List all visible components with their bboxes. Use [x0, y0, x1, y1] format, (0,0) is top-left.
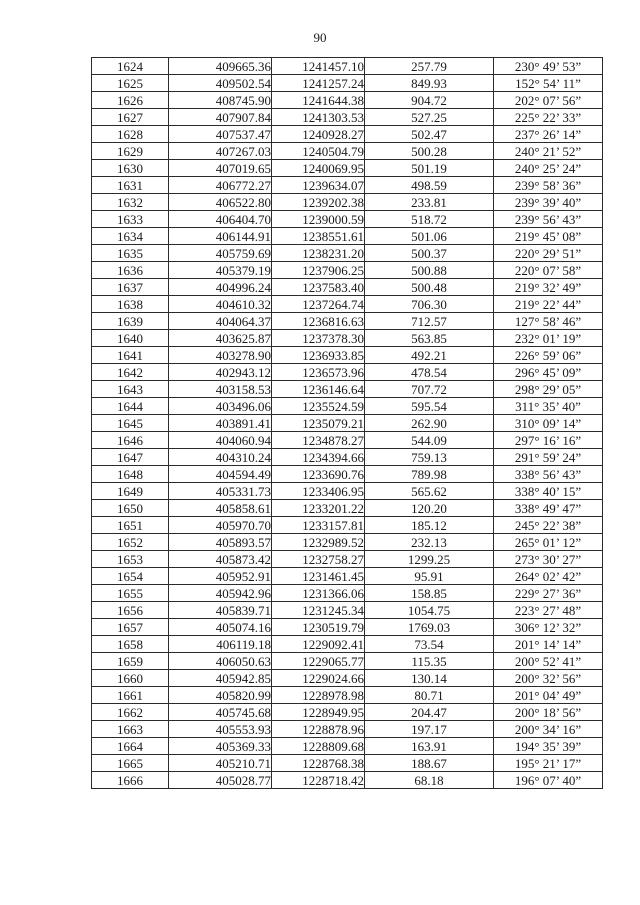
y-coordinate-cell: 1238551.61: [272, 228, 365, 245]
x-coordinate-cell: 406772.27: [169, 177, 272, 194]
bearing-cell: 202° 07’ 56”: [494, 92, 603, 109]
point-number-cell: 1664: [92, 738, 169, 755]
table-row: [92, 738, 603, 755]
bearing-cell: 240° 21’ 52”: [494, 143, 603, 160]
bearing-cell: 310° 09’ 14”: [494, 415, 603, 432]
bearing-cell: 273° 30’ 27”: [494, 551, 603, 568]
y-coordinate-cell: 1231366.06: [272, 585, 365, 602]
point-number-cell: 1660: [92, 670, 169, 687]
bearing-cell: 223° 27’ 48”: [494, 602, 603, 619]
x-coordinate-cell: 405553.93: [169, 721, 272, 738]
table-row: [92, 483, 603, 500]
point-number-cell: 1630: [92, 160, 169, 177]
y-coordinate-cell: 1231461.45: [272, 568, 365, 585]
x-coordinate-cell: 405759.69: [169, 245, 272, 262]
x-coordinate-cell: 405369.33: [169, 738, 272, 755]
distance-cell: 502.47: [365, 126, 494, 143]
bearing-cell: 229° 27’ 36”: [494, 585, 603, 602]
table-row: [92, 109, 603, 126]
table-row: [92, 347, 603, 364]
table-row: [92, 704, 603, 721]
y-coordinate-cell: 1231245.34: [272, 602, 365, 619]
bearing-cell: 296° 45’ 09”: [494, 364, 603, 381]
y-coordinate-cell: 1239202.38: [272, 194, 365, 211]
x-coordinate-cell: 404594.49: [169, 466, 272, 483]
distance-cell: 500.37: [365, 245, 494, 262]
table-row: [92, 364, 603, 381]
point-number-cell: 1651: [92, 517, 169, 534]
x-coordinate-cell: 403496.06: [169, 398, 272, 415]
distance-cell: 130.14: [365, 670, 494, 687]
table-row: [92, 279, 603, 296]
bearing-cell: 297° 16’ 16”: [494, 432, 603, 449]
x-coordinate-cell: 405074.16: [169, 619, 272, 636]
x-coordinate-cell: 405820.99: [169, 687, 272, 704]
y-coordinate-cell: 1236146.64: [272, 381, 365, 398]
table-row: [92, 211, 603, 228]
point-number-cell: 1661: [92, 687, 169, 704]
point-number-cell: 1632: [92, 194, 169, 211]
y-coordinate-cell: 1237378.30: [272, 330, 365, 347]
table-row: [92, 500, 603, 517]
y-coordinate-cell: 1228768.38: [272, 755, 365, 772]
table-row: [92, 245, 603, 262]
x-coordinate-cell: 405952.91: [169, 568, 272, 585]
distance-cell: 501.19: [365, 160, 494, 177]
y-coordinate-cell: 1228718.42: [272, 772, 365, 789]
x-coordinate-cell: 404064.37: [169, 313, 272, 330]
table-row: [92, 517, 603, 534]
x-coordinate-cell: 409665.36: [169, 58, 272, 75]
distance-cell: 233.81: [365, 194, 494, 211]
point-number-cell: 1640: [92, 330, 169, 347]
table-row: [92, 432, 603, 449]
point-number-cell: 1641: [92, 347, 169, 364]
x-coordinate-cell: 408745.90: [169, 92, 272, 109]
bearing-cell: 338° 40’ 15”: [494, 483, 603, 500]
distance-cell: 197.17: [365, 721, 494, 738]
table-row: [92, 381, 603, 398]
point-number-cell: 1659: [92, 653, 169, 670]
x-coordinate-cell: 409502.54: [169, 75, 272, 92]
bearing-cell: 225° 22’ 33”: [494, 109, 603, 126]
point-number-cell: 1631: [92, 177, 169, 194]
point-number-cell: 1634: [92, 228, 169, 245]
y-coordinate-cell: 1228978.98: [272, 687, 365, 704]
point-number-cell: 1657: [92, 619, 169, 636]
point-number-cell: 1655: [92, 585, 169, 602]
y-coordinate-cell: 1236933.85: [272, 347, 365, 364]
distance-cell: 849.93: [365, 75, 494, 92]
y-coordinate-cell: 1240504.79: [272, 143, 365, 160]
bearing-cell: 196° 07’ 40”: [494, 772, 603, 789]
table-row: [92, 585, 603, 602]
x-coordinate-cell: 403891.41: [169, 415, 272, 432]
distance-cell: 595.54: [365, 398, 494, 415]
x-coordinate-cell: 407019.65: [169, 160, 272, 177]
table-row: [92, 313, 603, 330]
bearing-cell: 338° 49’ 47”: [494, 500, 603, 517]
bearing-cell: 200° 34’ 16”: [494, 721, 603, 738]
x-coordinate-cell: 404996.24: [169, 279, 272, 296]
y-coordinate-cell: 1239634.07: [272, 177, 365, 194]
x-coordinate-cell: 407267.03: [169, 143, 272, 160]
y-coordinate-cell: 1234394.66: [272, 449, 365, 466]
y-coordinate-cell: 1233690.76: [272, 466, 365, 483]
distance-cell: 158.85: [365, 585, 494, 602]
table-row: [92, 602, 603, 619]
bearing-cell: 127° 58’ 46”: [494, 313, 603, 330]
table-row: [92, 670, 603, 687]
table-row: [92, 143, 603, 160]
y-coordinate-cell: 1238231.20: [272, 245, 365, 262]
table-row: [92, 551, 603, 568]
y-coordinate-cell: 1237906.25: [272, 262, 365, 279]
distance-cell: 501.06: [365, 228, 494, 245]
point-number-cell: 1637: [92, 279, 169, 296]
y-coordinate-cell: 1239000.59: [272, 211, 365, 228]
point-number-cell: 1646: [92, 432, 169, 449]
distance-cell: 544.09: [365, 432, 494, 449]
distance-cell: 188.67: [365, 755, 494, 772]
table-row: [92, 449, 603, 466]
point-number-cell: 1643: [92, 381, 169, 398]
table-row: [92, 755, 603, 772]
distance-cell: 492.21: [365, 347, 494, 364]
y-coordinate-cell: 1232989.52: [272, 534, 365, 551]
distance-cell: 73.54: [365, 636, 494, 653]
y-coordinate-cell: 1228949.95: [272, 704, 365, 721]
distance-cell: 706.30: [365, 296, 494, 313]
distance-cell: 498.59: [365, 177, 494, 194]
bearing-cell: 298° 29’ 05”: [494, 381, 603, 398]
distance-cell: 789.98: [365, 466, 494, 483]
distance-cell: 257.79: [365, 58, 494, 75]
x-coordinate-cell: 406404.70: [169, 211, 272, 228]
x-coordinate-cell: 405942.96: [169, 585, 272, 602]
x-coordinate-cell: 405331.73: [169, 483, 272, 500]
y-coordinate-cell: 1229092.41: [272, 636, 365, 653]
point-number-cell: 1645: [92, 415, 169, 432]
distance-cell: 1769.03: [365, 619, 494, 636]
distance-cell: 904.72: [365, 92, 494, 109]
bearing-cell: 201° 14’ 14”: [494, 636, 603, 653]
point-number-cell: 1642: [92, 364, 169, 381]
distance-cell: 262.90: [365, 415, 494, 432]
point-number-cell: 1636: [92, 262, 169, 279]
table-row: [92, 177, 603, 194]
table-row: [92, 415, 603, 432]
bearing-cell: 220° 29’ 51”: [494, 245, 603, 262]
y-coordinate-cell: 1236573.96: [272, 364, 365, 381]
point-number-cell: 1663: [92, 721, 169, 738]
y-coordinate-cell: 1229024.66: [272, 670, 365, 687]
distance-cell: 1299.25: [365, 551, 494, 568]
y-coordinate-cell: 1237583.40: [272, 279, 365, 296]
y-coordinate-cell: 1240069.95: [272, 160, 365, 177]
x-coordinate-cell: 404060.94: [169, 432, 272, 449]
table-row: [92, 58, 603, 75]
y-coordinate-cell: 1234878.27: [272, 432, 365, 449]
bearing-cell: 291° 59’ 24”: [494, 449, 603, 466]
table-row: [92, 160, 603, 177]
y-coordinate-cell: 1230519.79: [272, 619, 365, 636]
table-row: [92, 466, 603, 483]
x-coordinate-cell: 406522.80: [169, 194, 272, 211]
distance-cell: 500.48: [365, 279, 494, 296]
bearing-cell: 219° 22’ 44”: [494, 296, 603, 313]
distance-cell: 707.72: [365, 381, 494, 398]
bearing-cell: 311° 35’ 40”: [494, 398, 603, 415]
y-coordinate-cell: 1229065.77: [272, 653, 365, 670]
x-coordinate-cell: 405858.61: [169, 500, 272, 517]
y-coordinate-cell: 1232758.27: [272, 551, 365, 568]
point-number-cell: 1653: [92, 551, 169, 568]
point-number-cell: 1654: [92, 568, 169, 585]
x-coordinate-cell: 405970.70: [169, 517, 272, 534]
table-row: [92, 330, 603, 347]
table-row: [92, 296, 603, 313]
y-coordinate-cell: 1241257.24: [272, 75, 365, 92]
table-row: [92, 721, 603, 738]
x-coordinate-cell: 405745.68: [169, 704, 272, 721]
point-number-cell: 1627: [92, 109, 169, 126]
table-row: [92, 772, 603, 789]
point-number-cell: 1666: [92, 772, 169, 789]
x-coordinate-cell: 403278.90: [169, 347, 272, 364]
x-coordinate-cell: 404310.24: [169, 449, 272, 466]
distance-cell: 163.91: [365, 738, 494, 755]
y-coordinate-cell: 1241644.38: [272, 92, 365, 109]
x-coordinate-cell: 403158.53: [169, 381, 272, 398]
point-number-cell: 1652: [92, 534, 169, 551]
x-coordinate-cell: 405942.85: [169, 670, 272, 687]
table-row: [92, 92, 603, 109]
y-coordinate-cell: 1236816.63: [272, 313, 365, 330]
table-row: [92, 636, 603, 653]
point-number-cell: 1639: [92, 313, 169, 330]
x-coordinate-cell: 405379.19: [169, 262, 272, 279]
bearing-cell: 219° 32’ 49”: [494, 279, 603, 296]
x-coordinate-cell: 405028.77: [169, 772, 272, 789]
distance-cell: 712.57: [365, 313, 494, 330]
x-coordinate-cell: 403625.87: [169, 330, 272, 347]
distance-cell: 95.91: [365, 568, 494, 585]
point-number-cell: 1635: [92, 245, 169, 262]
bearing-cell: 306° 12’ 32”: [494, 619, 603, 636]
table-row: [92, 534, 603, 551]
x-coordinate-cell: 405893.57: [169, 534, 272, 551]
distance-cell: 527.25: [365, 109, 494, 126]
x-coordinate-cell: 402943.12: [169, 364, 272, 381]
y-coordinate-cell: 1237264.74: [272, 296, 365, 313]
x-coordinate-cell: 406050.63: [169, 653, 272, 670]
y-coordinate-cell: 1240928.27: [272, 126, 365, 143]
point-number-cell: 1625: [92, 75, 169, 92]
y-coordinate-cell: 1241303.53: [272, 109, 365, 126]
coordinate-table-body: [92, 58, 603, 789]
distance-cell: 565.62: [365, 483, 494, 500]
y-coordinate-cell: 1228809.68: [272, 738, 365, 755]
table-row: [92, 194, 603, 211]
page-number: 90: [313, 30, 327, 45]
bearing-cell: 219° 45’ 08”: [494, 228, 603, 245]
distance-cell: 204.47: [365, 704, 494, 721]
distance-cell: 478.54: [365, 364, 494, 381]
bearing-cell: 239° 39’ 40”: [494, 194, 603, 211]
bearing-cell: 232° 01’ 19”: [494, 330, 603, 347]
point-number-cell: 1626: [92, 92, 169, 109]
distance-cell: 185.12: [365, 517, 494, 534]
point-number-cell: 1648: [92, 466, 169, 483]
bearing-cell: 200° 52’ 41”: [494, 653, 603, 670]
distance-cell: 1054.75: [365, 602, 494, 619]
table-row: [92, 228, 603, 245]
x-coordinate-cell: 406144.91: [169, 228, 272, 245]
x-coordinate-cell: 405210.71: [169, 755, 272, 772]
point-number-cell: 1628: [92, 126, 169, 143]
coordinate-table-container: [91, 57, 603, 789]
table-row: [92, 687, 603, 704]
point-number-cell: 1650: [92, 500, 169, 517]
bearing-cell: 200° 18’ 56”: [494, 704, 603, 721]
point-number-cell: 1647: [92, 449, 169, 466]
bearing-cell: 201° 04’ 49”: [494, 687, 603, 704]
bearing-cell: 194° 35’ 39”: [494, 738, 603, 755]
point-number-cell: 1629: [92, 143, 169, 160]
x-coordinate-cell: 405839.71: [169, 602, 272, 619]
x-coordinate-cell: 407907.84: [169, 109, 272, 126]
bearing-cell: 195° 21’ 17”: [494, 755, 603, 772]
point-number-cell: 1656: [92, 602, 169, 619]
bearing-cell: 265° 01’ 12”: [494, 534, 603, 551]
table-row: [92, 568, 603, 585]
point-number-cell: 1665: [92, 755, 169, 772]
table-row: [92, 75, 603, 92]
y-coordinate-cell: 1241457.10: [272, 58, 365, 75]
y-coordinate-cell: 1233157.81: [272, 517, 365, 534]
point-number-cell: 1633: [92, 211, 169, 228]
bearing-cell: 245° 22’ 38”: [494, 517, 603, 534]
bearing-cell: 230° 49’ 53”: [494, 58, 603, 75]
bearing-cell: 264° 02’ 42”: [494, 568, 603, 585]
x-coordinate-cell: 406119.18: [169, 636, 272, 653]
table-row: [92, 398, 603, 415]
table-row: [92, 126, 603, 143]
point-number-cell: 1624: [92, 58, 169, 75]
distance-cell: 68.18: [365, 772, 494, 789]
bearing-cell: 237° 26’ 14”: [494, 126, 603, 143]
bearing-cell: 200° 32’ 56”: [494, 670, 603, 687]
bearing-cell: 239° 58’ 36”: [494, 177, 603, 194]
distance-cell: 80.71: [365, 687, 494, 704]
x-coordinate-cell: 407537.47: [169, 126, 272, 143]
distance-cell: 500.88: [365, 262, 494, 279]
point-number-cell: 1638: [92, 296, 169, 313]
table-row: [92, 619, 603, 636]
coordinate-table: [91, 57, 603, 789]
table-row: [92, 653, 603, 670]
bearing-cell: 240° 25’ 24”: [494, 160, 603, 177]
point-number-cell: 1649: [92, 483, 169, 500]
distance-cell: 500.28: [365, 143, 494, 160]
y-coordinate-cell: 1235524.59: [272, 398, 365, 415]
bearing-cell: 220° 07’ 58”: [494, 262, 603, 279]
distance-cell: 232.13: [365, 534, 494, 551]
distance-cell: 518.72: [365, 211, 494, 228]
bearing-cell: 226° 59’ 06”: [494, 347, 603, 364]
y-coordinate-cell: 1233201.22: [272, 500, 365, 517]
bearing-cell: 152° 54’ 11”: [494, 75, 603, 92]
bearing-cell: 338° 56’ 43”: [494, 466, 603, 483]
distance-cell: 563.85: [365, 330, 494, 347]
table-row: [92, 262, 603, 279]
distance-cell: 759.13: [365, 449, 494, 466]
y-coordinate-cell: 1228878.96: [272, 721, 365, 738]
distance-cell: 120.20: [365, 500, 494, 517]
y-coordinate-cell: 1235079.21: [272, 415, 365, 432]
point-number-cell: 1662: [92, 704, 169, 721]
x-coordinate-cell: 405873.42: [169, 551, 272, 568]
distance-cell: 115.35: [365, 653, 494, 670]
x-coordinate-cell: 404610.32: [169, 296, 272, 313]
point-number-cell: 1644: [92, 398, 169, 415]
point-number-cell: 1658: [92, 636, 169, 653]
y-coordinate-cell: 1233406.95: [272, 483, 365, 500]
bearing-cell: 239° 56’ 43”: [494, 211, 603, 228]
